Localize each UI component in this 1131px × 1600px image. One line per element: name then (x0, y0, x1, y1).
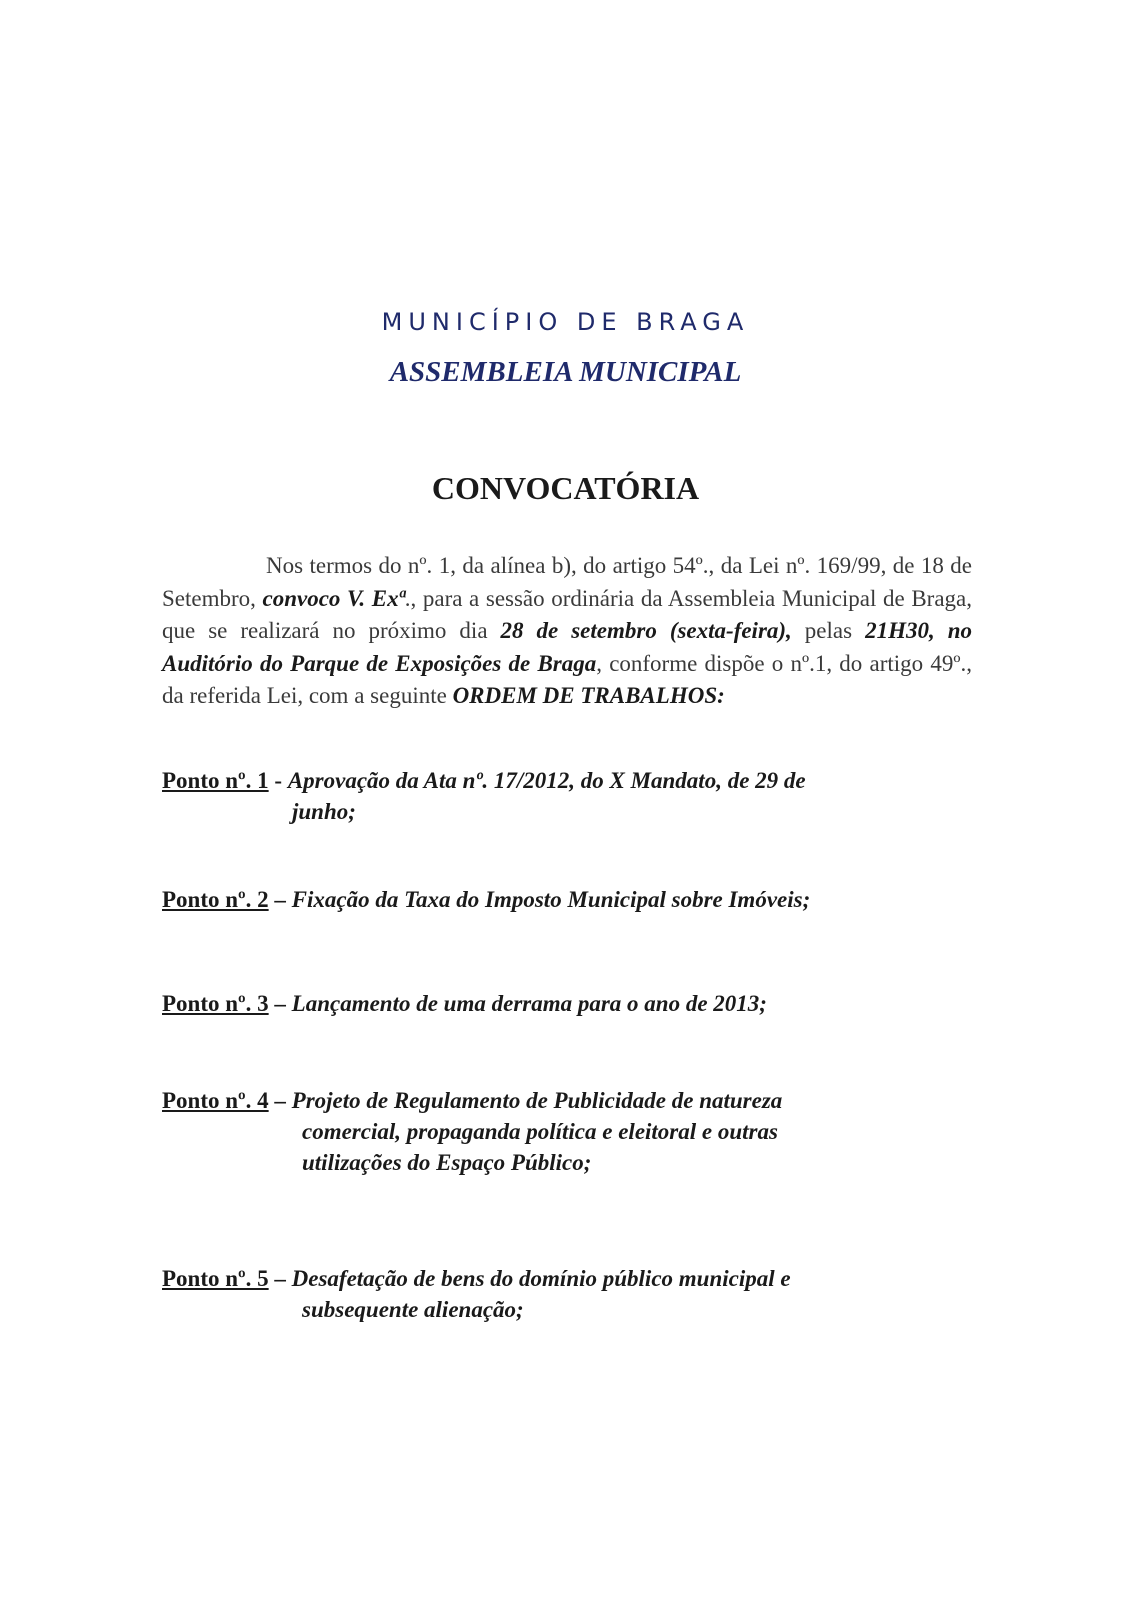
intro-text-1: Nos termos do nº. 1, da alínea b), do artigo 54º., da Lei nº. 169/99, de 18 de Setembro, (162, 553, 972, 611)
intro-emphasis-3: 21H30, no Auditório do Parque de Exposições de Braga (162, 618, 972, 676)
agenda-item-label: Ponto nº. 1 (162, 768, 269, 793)
agenda-item-5 (162, 1263, 992, 1325)
agenda-item-separator: - (268, 768, 288, 793)
agenda-item-text: Projeto de Regulamento de Publicidade de natureza (291, 1088, 783, 1113)
agenda-item-label: Ponto nº. 5 (162, 1266, 269, 1291)
agenda-item-text: Desafetação de bens do domínio público municipal e (291, 1266, 791, 1291)
intro-text-3: pelas (791, 618, 866, 643)
intro-text-2: ., para a sessão ordinária da Assembleia Municipal de Braga, que se realizará no próximo dia (162, 585, 972, 643)
agenda-item-3 (162, 988, 992, 1019)
agenda-item-label: Ponto nº. 2 (162, 887, 269, 912)
agenda-item-text: Fixação da Taxa do Imposto Municipal sobre Imóveis; (291, 887, 811, 912)
intro-text-4: , conforme dispõe o nº.1, do artigo 49º., da referida Lei, com a seguinte (162, 650, 972, 708)
document-title: CONVOCATÓRIA (431, 470, 700, 506)
agenda-item-text-cont: comercial, propaganda política e eleitoral e outras (302, 1119, 778, 1144)
agenda-item-separator: – (268, 991, 292, 1016)
intro-emphasis-4: ORDEM DE TRABALHOS: (452, 683, 725, 708)
agenda-item-separator: – (268, 1088, 292, 1113)
agenda-item-label: Ponto nº. 4 (162, 1088, 269, 1113)
intro-emphasis-1: convoco V. Exª (262, 585, 405, 611)
agenda-item-text: Aprovação da Ata nº. 17/2012, do X Mandato, de 29 de (287, 768, 806, 793)
agenda-item-separator: – (268, 887, 292, 912)
header-assembleia: ASSEMBLEIA MUNICIPAL (389, 356, 742, 388)
agenda-item-text-cont: subsequente alienação; (302, 1297, 524, 1322)
agenda-item-text-cont: junho; (292, 799, 356, 824)
agenda-item-text: Lançamento de uma derrama para o ano de 2013; (291, 991, 767, 1016)
intro-paragraph (162, 550, 972, 713)
header-municipio: MUNICÍPIO DE BRAGA (381, 308, 750, 336)
agenda-item-label: Ponto nº. 3 (162, 991, 269, 1016)
agenda-item-2 (162, 884, 992, 915)
agenda-item-4 (162, 1085, 992, 1178)
agenda-item-separator: – (268, 1266, 292, 1291)
agenda-item-text-cont: utilizações do Espaço Público; (302, 1150, 592, 1175)
intro-emphasis-2: 28 de setembro (sexta-feira), (500, 618, 792, 643)
agenda-item-1 (162, 765, 992, 827)
